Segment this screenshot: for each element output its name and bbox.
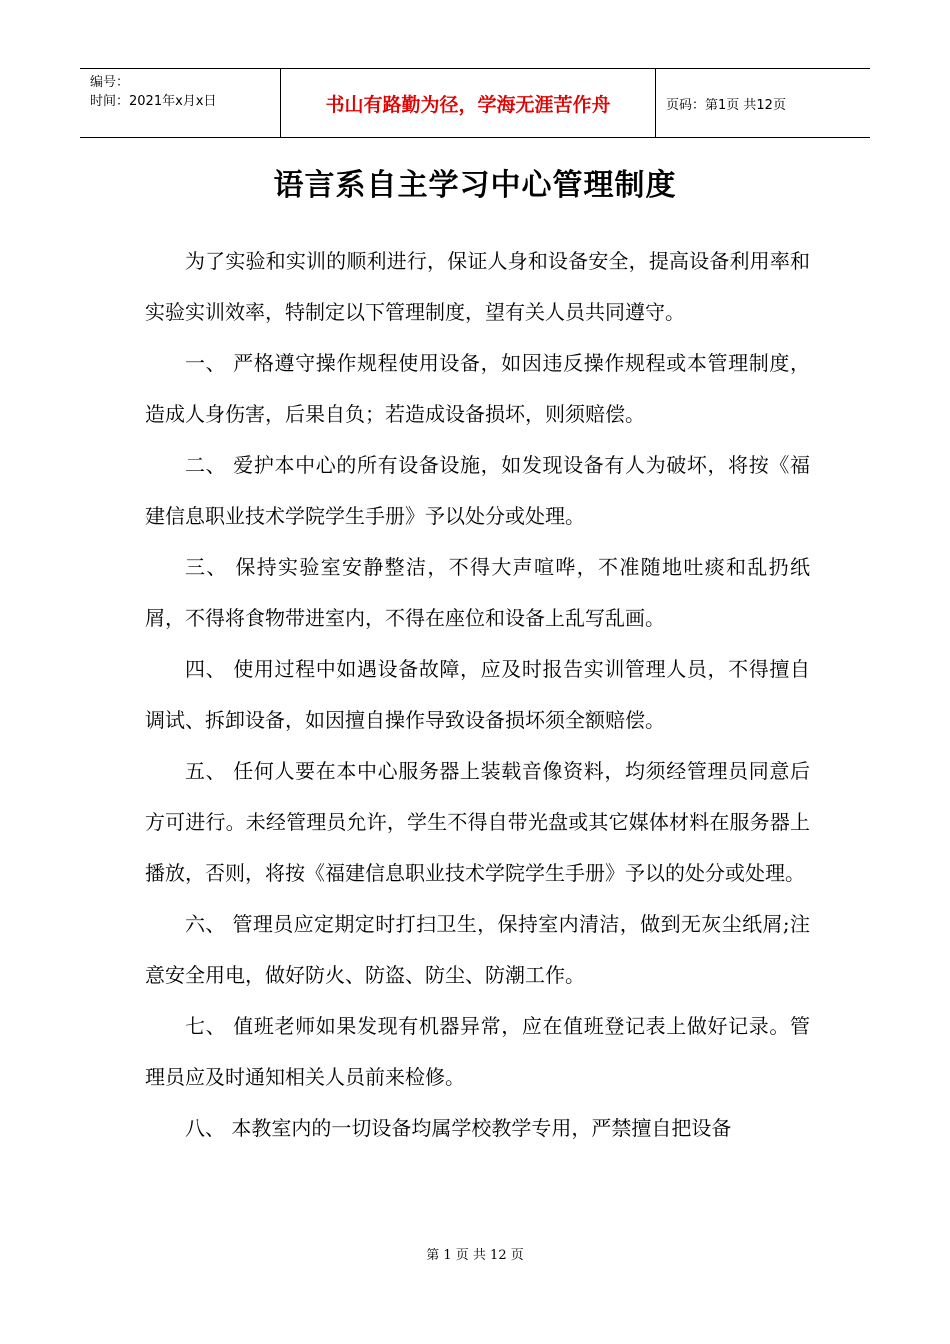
- paragraph-rule-2: 二、 爱护本中心的所有设备设施，如发现设备有人为破坏，将按《福建信息职业技术学院学生手册》予以处分或处理。: [145, 453, 810, 528]
- paragraph-rule-5: 五、 任何人要在本中心服务器上装载音像资料，均须经管理员同意后方可进行。未经管理员允许，学生不得自带光盘或其它媒体材料在服务器上播放，否则，将按《福建信息职业技术学院学生手册》予以的处分或处理。: [145, 759, 810, 885]
- time-label: 时间：2021年x月x日: [90, 94, 217, 109]
- paragraph-rule-4: 四、 使用过程中如遇设备故障，应及时报告实训管理人员，不得擅自调试、拆卸设备，如因擅自操作导致设备损坏须全额赔偿。: [145, 657, 810, 732]
- number-label: 编号：: [90, 75, 130, 90]
- paragraph-rule-3: 三、 保持实验室安静整洁，不得大声喧哗，不准随地吐痰和乱扔纸屑，不得将食物带进室内，不得在座位和设备上乱写乱画。: [145, 555, 810, 630]
- paragraph-rule-1: 一、 严格遵守操作规程使用设备，如因违反操作规程或本管理制度，造成人身伤害，后果自负；若造成设备损坏，则须赔偿。: [145, 351, 810, 426]
- paragraph-rule-8: 八、 本教室内的一切设备均属学校教学专用，严禁擅自把设备: [185, 1116, 732, 1140]
- header-page-info: 页码：第1页 共12页: [666, 97, 786, 113]
- paragraph-rule-7: 七、 值班老师如果发现有机器异常，应在值班登记表上做好记录。管理员应及时通知相关人员前来检修。: [145, 1014, 810, 1089]
- paragraph-rule-6: 六、 管理员应定期定时打扫卫生，保持室内清洁，做到无灰尘纸屑;注意安全用电，做好防火、防盗、防尘、防潮工作。: [145, 912, 810, 987]
- page-footer: 第 1 页 共 12 页: [426, 1248, 524, 1263]
- header-motto: 书山有路勤为径，学海无涯苦作舟: [280, 69, 656, 137]
- header-meta: [80, 69, 280, 137]
- paragraph-intro: 为了实验和实训的顺利进行，保证人身和设备安全，提高设备利用率和实验实训效率，特制定以下管理制度，望有关人员共同遵守。: [145, 249, 810, 324]
- document-title: 语言系自主学习中心管理制度: [273, 168, 677, 203]
- page-header: [80, 68, 870, 138]
- document-body: [145, 236, 810, 1154]
